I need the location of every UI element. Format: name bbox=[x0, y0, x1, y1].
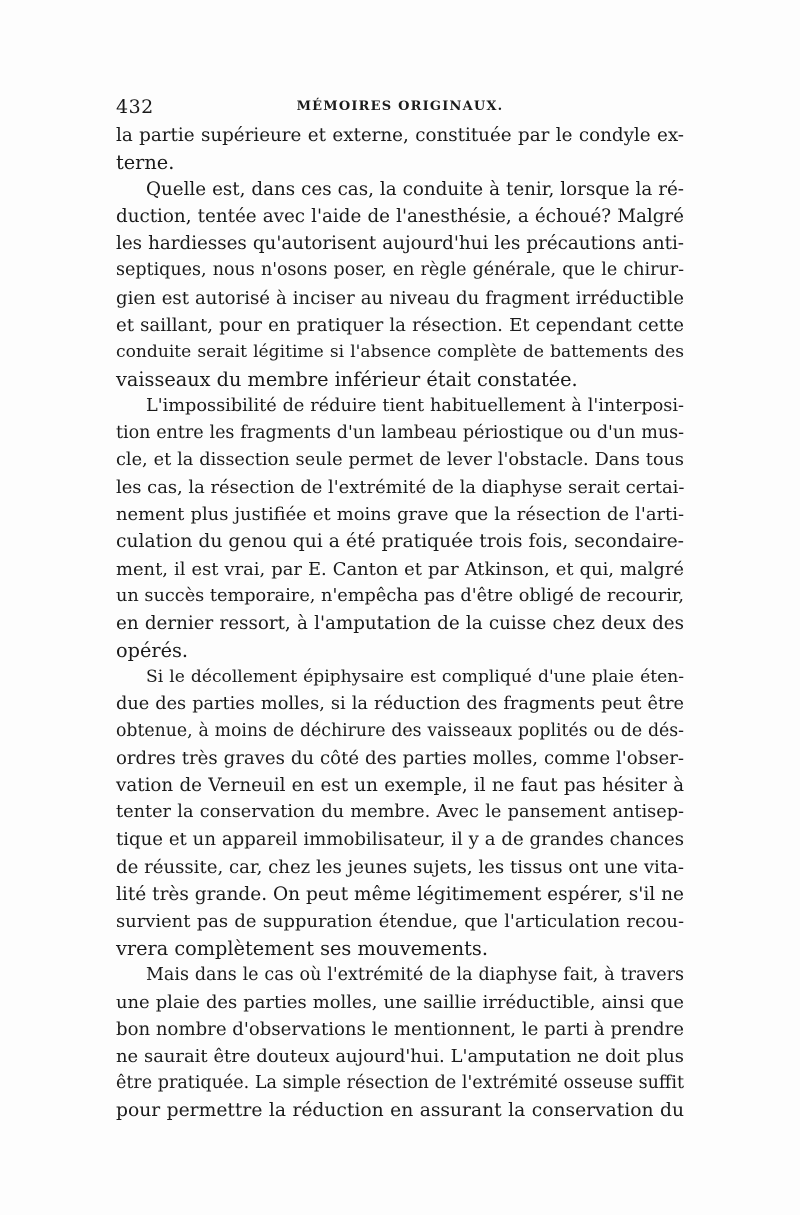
paragraph bbox=[116, 962, 684, 1125]
text-line: pour permettre la réduction en assurant la conservation du bbox=[116, 1100, 684, 1122]
text-line: ne saurait être douteux aujourd'hui. L'amputation ne doit plus bbox=[116, 1046, 684, 1068]
text-line: une plaie des parties molles, une saillie irréductible, ainsi que bbox=[116, 992, 684, 1013]
text-line: de réussite, car, chez les jeunes sujets, les tissus ont une vita- bbox=[116, 856, 684, 878]
paragraph bbox=[116, 393, 684, 664]
text-line: terne. bbox=[116, 151, 175, 175]
running-header bbox=[116, 96, 684, 120]
text-line: survient pas de suppuration étendue, que l'articulation recou- bbox=[116, 910, 684, 932]
body-text bbox=[116, 122, 684, 1124]
text-line: Quelle est, dans ces cas, la conduite à tenir, lorsque la ré- bbox=[146, 179, 684, 201]
text-line: être pratiquée. La simple résection de l'extrémité osseuse suffit bbox=[116, 1073, 684, 1094]
text-line: la partie supérieure et externe, constituée par le condyle ex- bbox=[116, 125, 684, 146]
text-line: Mais dans le cas où l'extrémité de la diaphyse fait, à travers bbox=[146, 964, 684, 985]
journal-title: MÉMOIRES ORIGINAUX. bbox=[296, 99, 504, 114]
text-line: ment, il est vrai, par E. Canton et par Atkinson, et qui, malgré bbox=[116, 558, 684, 580]
text-line: culation du genou qui a été pratiquée trois fois, secondaire- bbox=[116, 531, 684, 553]
text-line: septiques, nous n'osons poser, en règle générale, que le chirur- bbox=[116, 260, 684, 281]
text-line: L'impossibilité de réduire tient habituellement à l'interposi- bbox=[146, 395, 684, 416]
text-line: gien est autorisé à inciser au niveau du fragment irréductible bbox=[116, 287, 684, 309]
text-line: bon nombre d'observations le mentionnent, le parti à prendre bbox=[116, 1019, 684, 1041]
paragraph bbox=[116, 664, 684, 962]
paragraph bbox=[116, 122, 684, 176]
text-line: tique et un appareil immobilisateur, il y a de grandes chances bbox=[116, 829, 684, 851]
text-line: cle, et la dissection seule permet de lever l'obstacle. Dans tous bbox=[116, 450, 684, 471]
text-line: en dernier ressort, à l'amputation de la cuisse chez deux des bbox=[116, 612, 684, 634]
page-number: 432 bbox=[116, 96, 154, 118]
paragraph bbox=[116, 176, 684, 393]
text-line: conduite serait légitime si l'absence complète de battements des bbox=[116, 341, 684, 362]
text-line: duction, tentée avec l'aide de l'anesthésie, a échoué? Malgré bbox=[116, 206, 684, 228]
text-line: opérés. bbox=[116, 638, 189, 662]
text-line: lité très grande. On peut même légitimement espérer, s'il ne bbox=[116, 883, 684, 905]
text-line: due des parties molles, si la réduction des fragments peut être bbox=[116, 693, 684, 714]
text-line: nement plus justifiée et moins grave que la résection de l'arti- bbox=[116, 504, 684, 526]
text-line: Si le décollement épiphysaire est compliqué d'une plaie éten- bbox=[146, 666, 684, 687]
text-line: les cas, la résection de l'extrémité de la diaphyse serait certai- bbox=[116, 477, 685, 499]
text-line: et saillant, pour en pratiquer la résection. Et cependant cette bbox=[116, 314, 684, 336]
text-line: un succès temporaire, n'empêcha pas d'être obligé de recourir, bbox=[116, 585, 684, 606]
text-line: obtenue, à moins de déchirure des vaisseaux poplités ou de dés- bbox=[116, 721, 684, 742]
text-line: les hardiesses qu'autorisent aujourd'hui les précautions anti- bbox=[116, 233, 684, 255]
text-line: vation de Verneuil en est un exemple, il ne faut pas hésiter à bbox=[116, 775, 684, 797]
text-line: tion entre les fragments d'un lambeau périostique ou d'un mus- bbox=[116, 423, 684, 444]
text-line: ordres très graves du côté des parties molles, comme l'obser- bbox=[116, 748, 684, 770]
text-line: tenter la conservation du membre. Avec le pansement antisep- bbox=[116, 802, 684, 823]
text-line: vrera complètement ses mouvements. bbox=[116, 936, 488, 960]
text-line: vaisseaux du membre inférieur était constatée. bbox=[116, 367, 578, 391]
